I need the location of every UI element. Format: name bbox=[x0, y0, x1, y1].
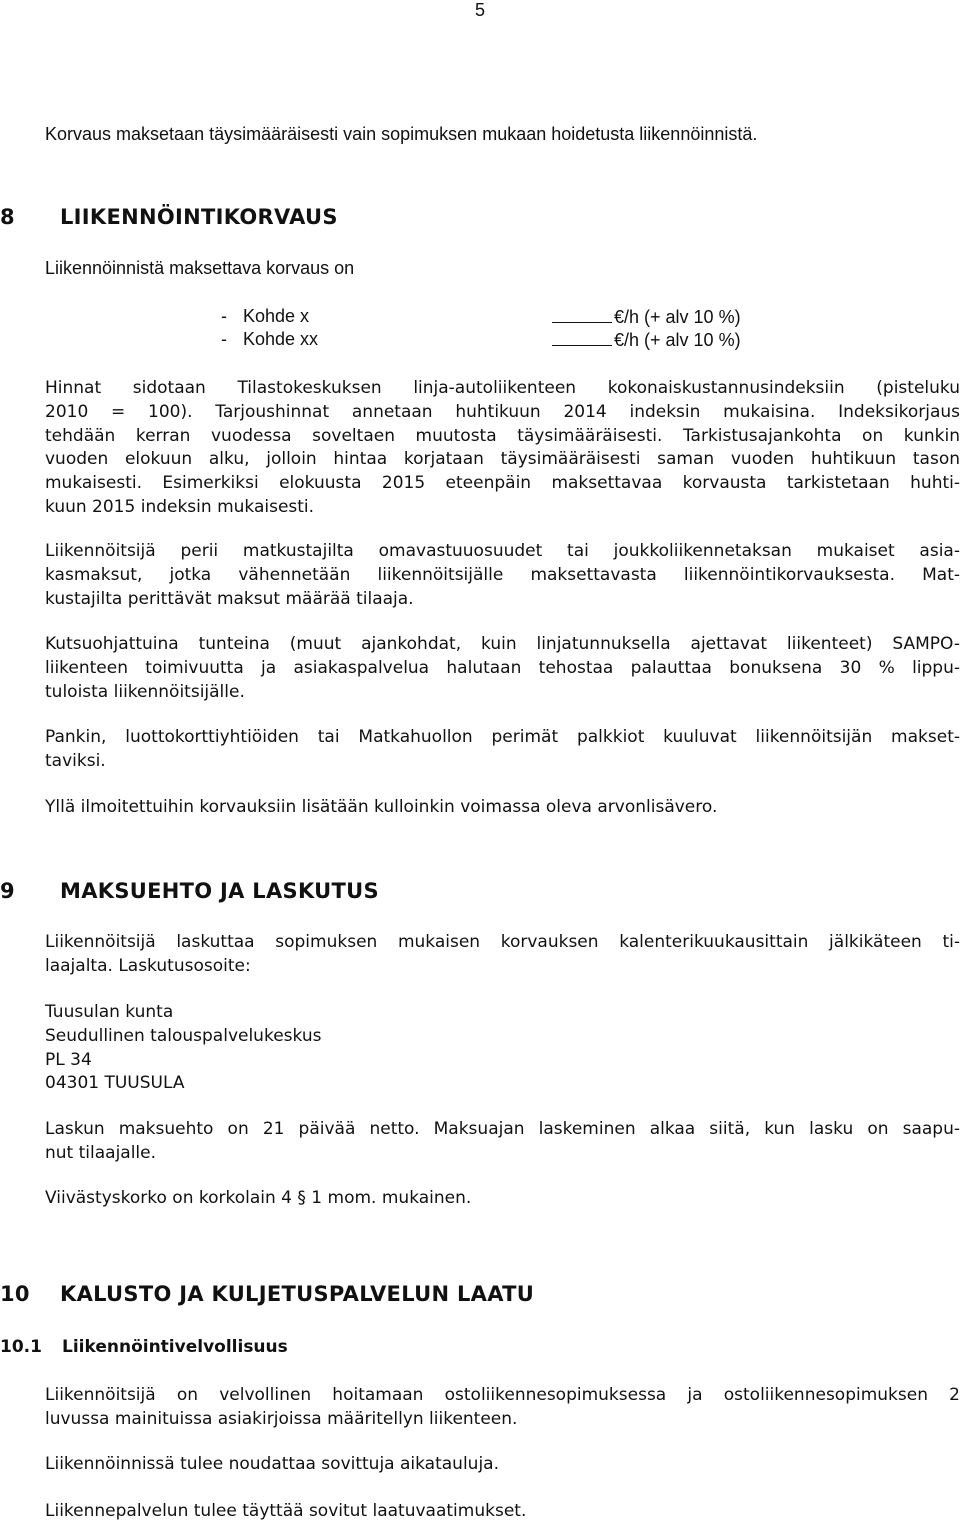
amount-blank bbox=[552, 306, 612, 323]
section-number: 8 bbox=[0, 205, 15, 229]
subsection-10-1-heading bbox=[0, 1337, 288, 1357]
section-number: 9 bbox=[0, 879, 15, 903]
section-title: LIIKENNÖINTIKORVAUS bbox=[60, 205, 338, 229]
bonus-paragraph: Kutsuohjattuina tunteina (muut ajankohdat, kuin linjatunnuksella ajettavat liikenteet) SAMPO- liikenteen toimivuutta ja asiakaspalvelua halutaan tehostaa palauttaa bonuksena 30 % lippu- tuloista liikennöitsijälle. bbox=[45, 634, 960, 702]
section-number: 10 bbox=[0, 1282, 30, 1306]
price-item-amount: €/h (+ alv 10 %) bbox=[552, 329, 741, 351]
subsection-title: Liikennöintivelvollisuus bbox=[62, 1337, 288, 1357]
fare-paragraph: Liikennöitsijä perii matkustajilta omavastuuosuudet tai joukkoliikennetaksan mukaiset asia- kasmaksut, jotka vähennetään liikennöitsijälle maksettavasta liikennöintikorvauksesta. Mat- kustajilta perittävät maksut määrää tilaaja. bbox=[45, 541, 960, 609]
intro-paragraph: Korvaus maksetaan täysimääräisesti vain sopimuksen mukaan hoidetusta liikennöinnistä. bbox=[45, 124, 758, 144]
obligation-paragraph: Liikennöitsijä on velvollinen hoitamaan ostoliikennesopimuksessa ja ostoliikennesopimuksen 2 luvussa mainituissa asiakirjoissa määritellyn liikenteen. bbox=[45, 1385, 960, 1429]
billing-address bbox=[45, 1001, 960, 1096]
price-item-amount: €/h (+ alv 10 %) bbox=[552, 306, 741, 328]
section-8-heading bbox=[0, 205, 338, 229]
vat-paragraph: Yllä ilmoitettuihin korvauksiin lisätään kulloinkin voimassa oleva arvonlisävero. bbox=[45, 797, 718, 817]
indexation-paragraph: Hinnat sidotaan Tilastokeskuksen linja-autoliikenteen kokonaiskustannusindeksiin (pisteluku 2010 = 100). Tarjoushinnat annetaan huhtikuun 2014 indeksin mukaisina. Indeksikorjaus tehdään kerran vuodessa soveltaen muutosta täysimääräisesti. Tarkistusajankohta on kunkin vuoden elokuun alku, jolloin hintaa korjataan täysimääräisesti saman vuoden huhtikuun tason mukaisesti. Esimerkiksi elokuusta 2015 eteenpäin maksettavaa korvausta tarkistetaan huhti- kuun 2015 indeksin mukaisesti. bbox=[45, 378, 960, 517]
interest-paragraph: Viivästyskorko on korkolain 4 § 1 mom. mukainen. bbox=[45, 1188, 472, 1208]
address-line: Tuusulan kunta bbox=[45, 1002, 174, 1022]
payment-terms-paragraph: Laskun maksuehto on 21 päivää netto. Maksuajan laskeminen alkaa siitä, kun lasku on saapu- nut tilaajalle. bbox=[45, 1119, 960, 1163]
page-number: 5 bbox=[474, 0, 485, 20]
price-item: - Kohde xx bbox=[221, 329, 319, 349]
price-item-label: Kohde x bbox=[243, 306, 310, 326]
fees-paragraph: Pankin, luottokorttiyhtiöiden tai Matkahuollon perimät palkkiot kuuluvat liikennöitsijän makset- taviksi. bbox=[45, 727, 960, 771]
section-9-heading bbox=[0, 879, 379, 903]
billing-paragraph: Liikennöitsijä laskuttaa sopimuksen mukaisen korvauksen kalenterikuukausittain jälkikäteen ti- laajalta. Laskutusosoite: bbox=[45, 932, 960, 976]
address-line: Seudullinen talouspalvelukeskus bbox=[45, 1025, 322, 1046]
price-item: - Kohde x bbox=[221, 306, 310, 326]
price-item-label: Kohde xx bbox=[243, 329, 319, 349]
quality-paragraph: Liikennepalvelun tulee täyttää sovitut laatuvaatimukset. bbox=[45, 1501, 527, 1521]
section-8-lead: Liikennöinnistä maksettava korvaus on bbox=[45, 258, 355, 278]
schedule-paragraph: Liikennöinnissä tulee noudattaa sovittuja aikatauluja. bbox=[45, 1454, 500, 1474]
address-line: 04301 TUUSULA bbox=[45, 1073, 185, 1094]
subsection-number: 10.1 bbox=[0, 1337, 42, 1357]
section-10-heading bbox=[0, 1282, 534, 1306]
section-title: KALUSTO JA KULJETUSPALVELUN LAATU bbox=[60, 1282, 535, 1306]
amount-blank bbox=[552, 329, 612, 346]
address-line: PL 34 bbox=[45, 1049, 92, 1070]
section-title: MAKSUEHTO JA LASKUTUS bbox=[60, 879, 379, 903]
